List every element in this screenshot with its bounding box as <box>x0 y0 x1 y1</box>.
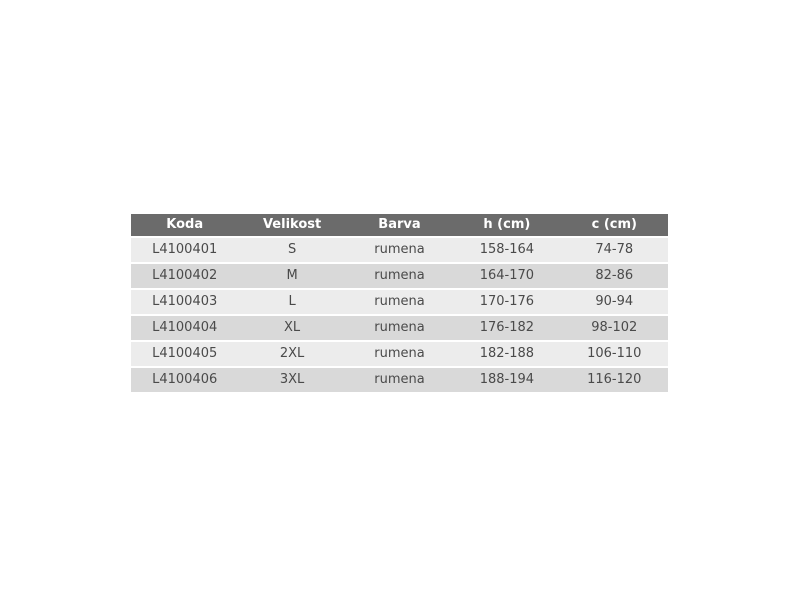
cell-h-cm: 176-182 <box>453 316 560 340</box>
cell-c-cm: 82-86 <box>561 264 668 288</box>
table-body <box>131 238 668 392</box>
cell-c-cm: 90-94 <box>561 290 668 314</box>
table-row <box>131 238 668 262</box>
cell-h-cm: 182-188 <box>453 342 560 366</box>
cell-velikost: 2XL <box>238 342 345 366</box>
cell-velikost: 3XL <box>238 368 345 392</box>
cell-barva: rumena <box>346 316 453 340</box>
cell-h-cm: 164-170 <box>453 264 560 288</box>
header-row <box>131 214 668 236</box>
cell-c-cm: 116-120 <box>561 368 668 392</box>
cell-koda: L4100406 <box>131 368 238 392</box>
cell-velikost: XL <box>238 316 345 340</box>
table-row <box>131 264 668 288</box>
cell-c-cm: 74-78 <box>561 238 668 262</box>
cell-velikost: M <box>238 264 345 288</box>
cell-h-cm: 158-164 <box>453 238 560 262</box>
header-koda: Koda <box>131 214 238 236</box>
table-header <box>131 214 668 236</box>
cell-barva: rumena <box>346 264 453 288</box>
header-c-cm: c (cm) <box>561 214 668 236</box>
cell-c-cm: 106-110 <box>561 342 668 366</box>
cell-barva: rumena <box>346 342 453 366</box>
header-velikost: Velikost <box>238 214 345 236</box>
cell-barva: rumena <box>346 238 453 262</box>
table-row <box>131 316 668 340</box>
cell-koda: L4100401 <box>131 238 238 262</box>
cell-koda: L4100403 <box>131 290 238 314</box>
header-barva: Barva <box>346 214 453 236</box>
table-row <box>131 290 668 314</box>
cell-koda: L4100405 <box>131 342 238 366</box>
table-row <box>131 368 668 392</box>
size-table <box>131 212 668 394</box>
cell-barva: rumena <box>346 368 453 392</box>
cell-h-cm: 170-176 <box>453 290 560 314</box>
cell-koda: L4100404 <box>131 316 238 340</box>
cell-velikost: L <box>238 290 345 314</box>
header-h-cm: h (cm) <box>453 214 560 236</box>
table-row <box>131 342 668 366</box>
cell-barva: rumena <box>346 290 453 314</box>
cell-koda: L4100402 <box>131 264 238 288</box>
cell-h-cm: 188-194 <box>453 368 560 392</box>
cell-c-cm: 98-102 <box>561 316 668 340</box>
cell-velikost: S <box>238 238 345 262</box>
